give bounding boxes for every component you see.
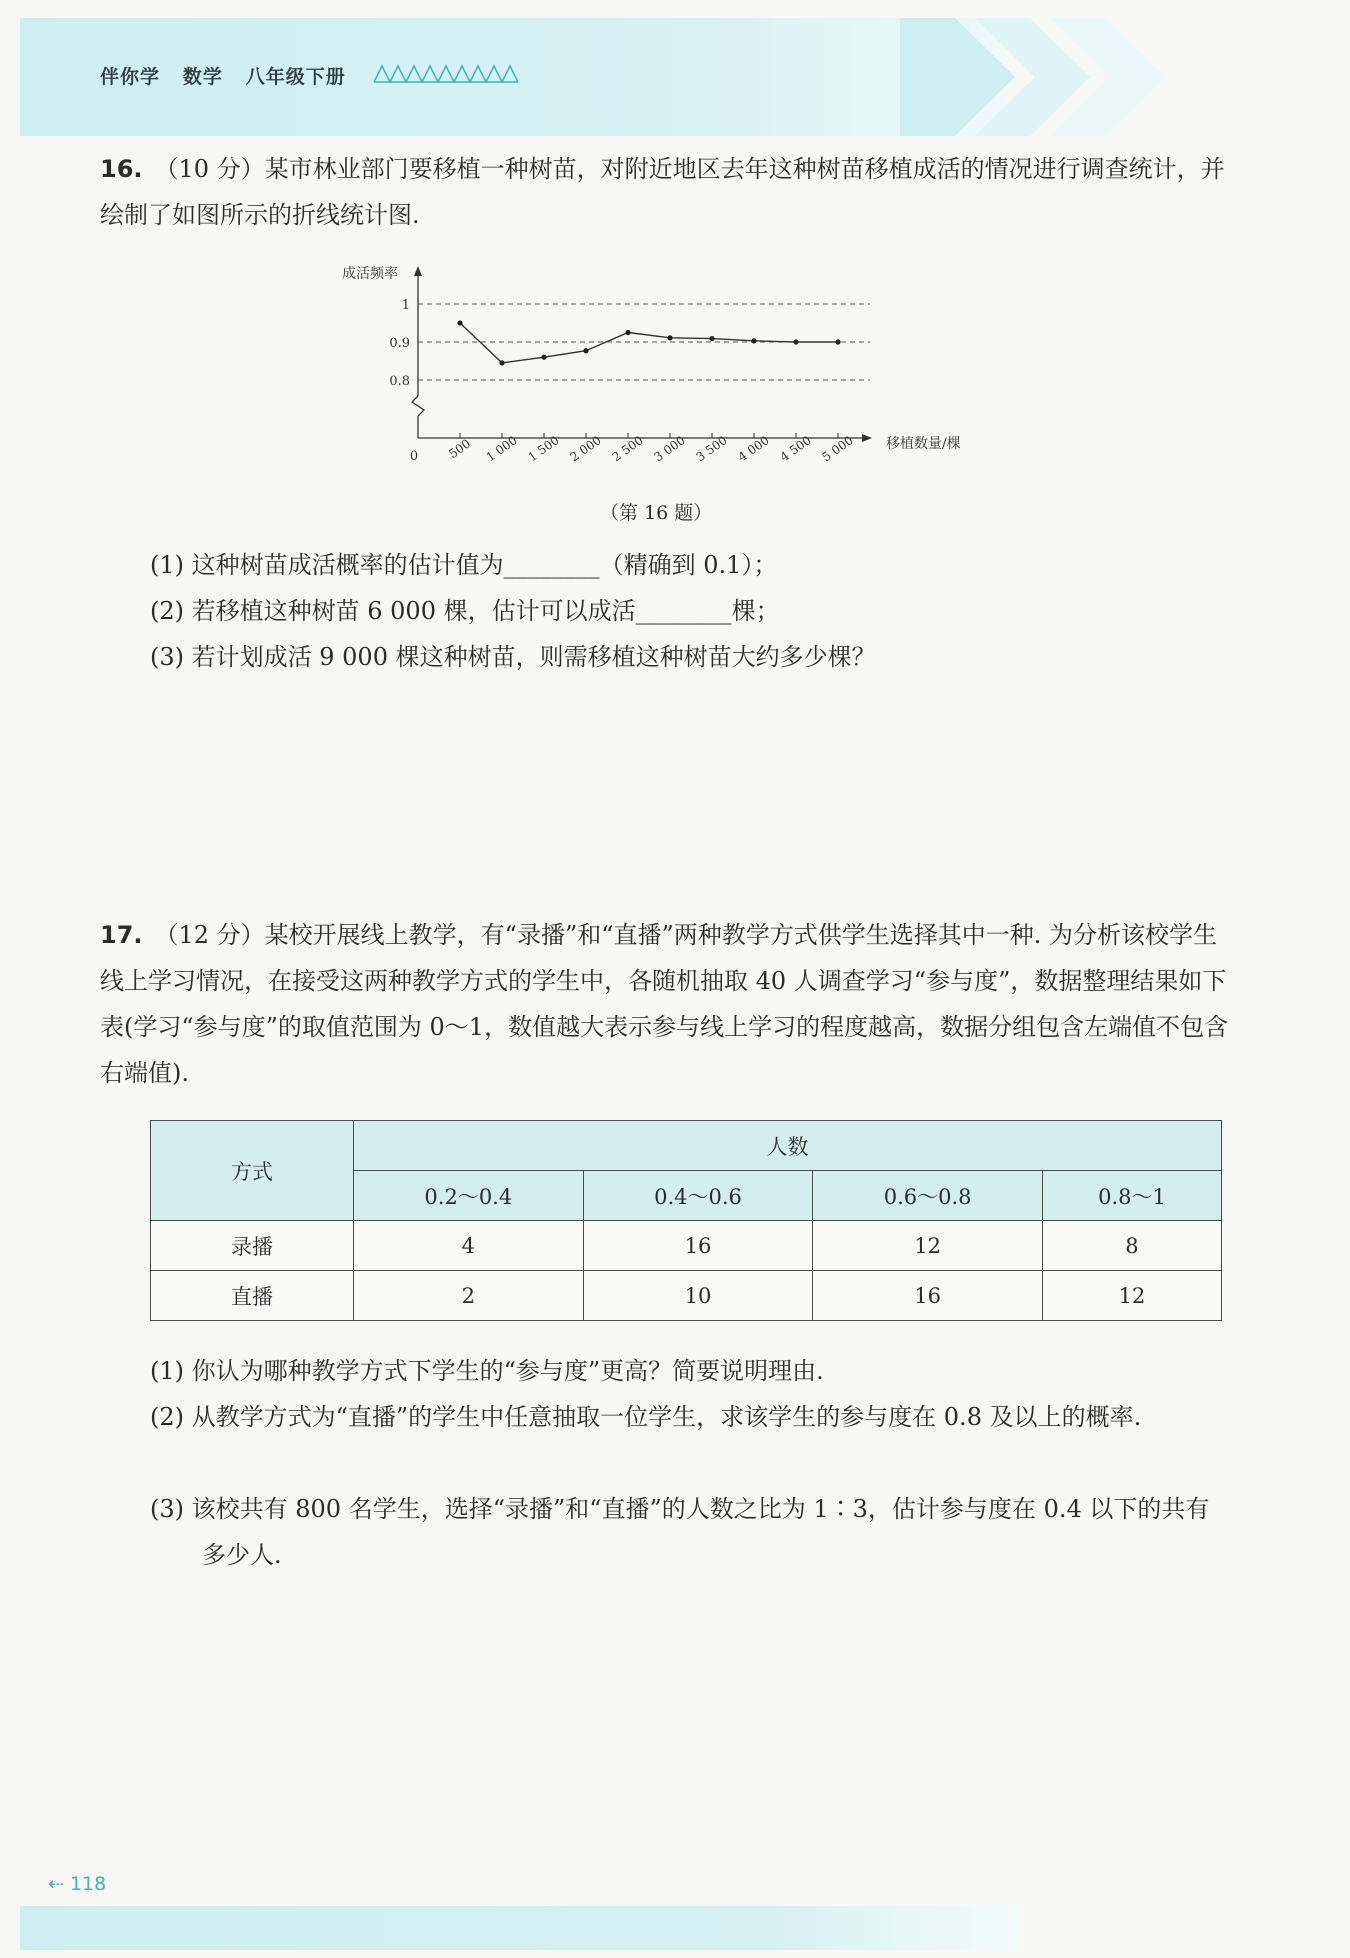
y-tick-label: 0.9 (389, 336, 410, 351)
table-row (151, 1221, 1222, 1271)
origin-label: 0 (409, 449, 419, 464)
grade-name: 八年级下册 (245, 66, 346, 88)
data-point (709, 336, 714, 341)
question-text: （10 分）某市林业部门要移植一种树苗，对附近地区去年这种树苗移植成活的情况进行调查统计，并绘制了如图所示的折线统计图. (100, 155, 1225, 229)
book-name: 伴你学 (100, 66, 161, 88)
x-tick-label: 1 500 (525, 433, 562, 465)
data-point (835, 339, 840, 344)
triangle-pattern-icon (372, 62, 522, 84)
table-cell: 2 (354, 1271, 584, 1321)
table-row (151, 1271, 1222, 1321)
x-tick-label: 2 500 (609, 433, 646, 465)
range-header: 0.8～1 (1042, 1171, 1221, 1221)
question-number: 16. (100, 155, 143, 183)
q16-subquestion-3: (3) 若计划成活 9 000 棵这种树苗，则需移植这种树苗大约多少棵？ (150, 643, 876, 671)
table-cell: 12 (813, 1221, 1043, 1271)
survival-frequency-line-chart (330, 258, 1010, 488)
row-label: 直播 (151, 1271, 354, 1321)
range-header: 0.6～0.8 (813, 1171, 1043, 1221)
header-title (100, 62, 346, 89)
table-cell: 16 (813, 1271, 1043, 1321)
x-tick-label: 5 000 (819, 433, 856, 465)
table-cell: 16 (583, 1221, 813, 1271)
q16-subquestion-2: (2) 若移植这种树苗 6 000 棵，估计可以成活________棵； (150, 597, 780, 625)
x-axis-label: 移植数量/棵 (886, 436, 961, 452)
q17-subquestion-1: (1) 你认为哪种教学方式下学生的“参与度”更高？简要说明理由. (150, 1357, 824, 1385)
question-number: 17. (100, 921, 143, 949)
table-cell: 8 (1042, 1221, 1221, 1271)
data-point (625, 330, 630, 335)
y-tick-label: 1 (401, 298, 410, 313)
range-header: 0.2～0.4 (354, 1171, 584, 1221)
x-tick-label: 3 500 (693, 433, 730, 465)
x-tick-label: 500 (446, 436, 474, 462)
x-tick-label: 2 000 (567, 433, 604, 465)
range-header: 0.4～0.6 (583, 1171, 813, 1221)
table-cell: 12 (1042, 1271, 1221, 1321)
table-header-count: 人数 (354, 1121, 1222, 1171)
table-header-method: 方式 (151, 1121, 354, 1221)
axis-break-icon (412, 396, 424, 416)
question-16 (100, 146, 1230, 238)
row-label: 录播 (151, 1221, 354, 1271)
data-point (751, 338, 756, 343)
data-point (667, 335, 672, 340)
footer-band (20, 1906, 1020, 1950)
data-point (583, 348, 588, 353)
chevron-decoration-icon (900, 18, 1230, 136)
table-cell: 4 (354, 1221, 584, 1271)
x-axis-arrow-icon (862, 434, 872, 442)
q16-subquestion-1: (1) 这种树苗成活概率的估计值为________（精确到 0.1）； (150, 551, 778, 579)
q17-subquestion-3: (3) 该校共有 800 名学生，选择“录播”和“直播”的人数之比为 1∶3，估计参与度在 0.4 以下的共有多少人. (150, 1495, 1210, 1569)
page-arrow-icon: ⇠ (48, 1873, 70, 1895)
x-tick-label: 4 500 (777, 433, 814, 465)
subject-name: 数学 (182, 66, 223, 88)
x-tick-label: 1 000 (483, 433, 520, 465)
chart-caption: （第 16 题） (600, 502, 713, 524)
y-tick-label: 0.8 (389, 374, 410, 389)
participation-table (150, 1120, 1222, 1321)
y-axis-label: 成活频率 (342, 266, 398, 282)
series-line (460, 323, 838, 363)
data-point (793, 339, 798, 344)
data-point (499, 360, 504, 365)
data-point (541, 355, 546, 360)
y-axis-arrow-icon (414, 266, 422, 276)
x-tick-label: 4 000 (735, 433, 772, 465)
question-17 (100, 912, 1230, 1096)
page-number: ⇠ 118 (48, 1873, 107, 1895)
q17-subquestion-2: (2) 从教学方式为“直播”的学生中任意抽取一位学生，求该学生的参与度在 0.8 及以上的概率. (150, 1403, 1142, 1431)
data-point (457, 320, 462, 325)
table-cell: 10 (583, 1271, 813, 1321)
question-text: （12 分）某校开展线上教学，有“录播”和“直播”两种教学方式供学生选择其中一种. 为分析该校学生线上学习情况，在接受这两种教学方式的学生中，各随机抽取 40 人调查学习“参与度”，数据整理结果如下表(学习“参与度”的取值范围为 0～1，数值越大表示参与线上学习的程度越高，数据分组包含左端值不包含右端值). (100, 921, 1229, 1087)
x-tick-label: 3 000 (651, 433, 688, 465)
